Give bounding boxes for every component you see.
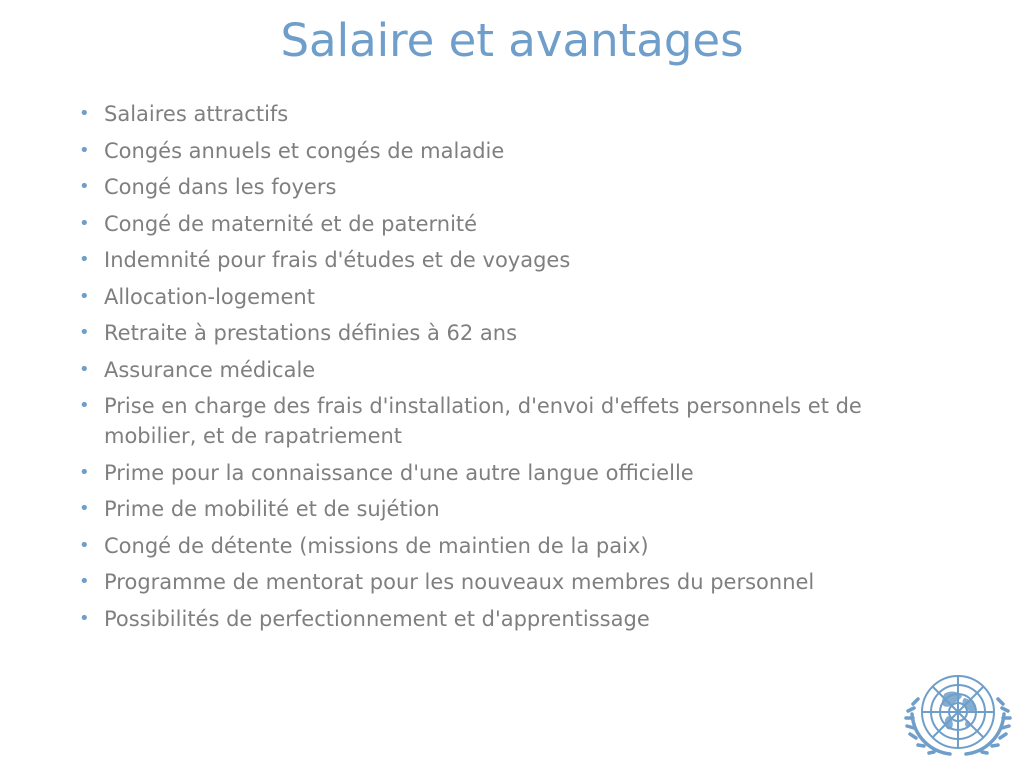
list-item-text: Congé de maternité et de paternité	[104, 211, 478, 236]
list-item	[78, 318, 958, 348]
list-item	[78, 391, 958, 451]
bullet-icon: •	[79, 322, 90, 343]
list-item	[78, 494, 958, 524]
list-item-text: Congé de détente (missions de maintien de la paix)	[104, 533, 649, 558]
list-item	[78, 355, 958, 385]
bullet-icon: •	[79, 285, 90, 307]
bullet-icon: •	[79, 395, 90, 416]
list-item	[78, 531, 958, 561]
bullet-icon: •	[79, 358, 90, 380]
list-item	[78, 458, 958, 488]
bullet-icon: •	[79, 498, 90, 519]
list-item-text: Allocation-logement	[104, 284, 315, 309]
benefits-list	[78, 99, 958, 640]
list-item	[78, 99, 958, 129]
list-item-text: Congés annuels et congés de maladie	[104, 138, 505, 163]
list-item	[78, 567, 958, 597]
list-item-text: Prise en charge des frais d'installation, d'envoi d'effets personnels et de mobilier, et de rapatriement	[104, 394, 862, 448]
list-item-text: Assurance médicale	[104, 357, 316, 382]
bullet-icon: •	[79, 103, 90, 124]
list-item-text: Prime pour la connaissance d'une autre langue officielle	[104, 460, 694, 485]
list-item	[78, 604, 958, 634]
bullet-icon: •	[79, 534, 90, 556]
list-item-text: Programme de mentorat pour les nouveaux membres du personnel	[104, 570, 815, 594]
bullet-icon: •	[79, 212, 90, 234]
list-item	[78, 245, 958, 275]
list-item-text: Possibilités de perfectionnement et d'apprentissage	[104, 606, 650, 631]
slide-title: Salaire et avantages	[280, 14, 744, 67]
un-emblem-icon	[904, 668, 1012, 760]
list-item	[78, 209, 958, 239]
bullet-icon: •	[79, 607, 90, 629]
bullet-icon: •	[79, 176, 90, 197]
list-item	[78, 136, 958, 166]
list-item	[78, 282, 958, 312]
bullet-icon: •	[79, 461, 90, 483]
bullet-icon: •	[79, 571, 90, 592]
list-item-text: Retraite à prestations définies à 62 ans	[104, 321, 518, 345]
list-item-text: Salaires attractifs	[104, 102, 289, 126]
bullet-icon: •	[79, 139, 90, 161]
globe	[922, 676, 994, 748]
list-item	[78, 172, 958, 202]
list-item-text: Indemnité pour frais d'études et de voyages	[104, 248, 571, 272]
list-item-text: Congé dans les foyers	[104, 175, 337, 199]
list-item-text: Prime de mobilité et de sujétion	[104, 497, 440, 521]
bullet-icon: •	[79, 249, 90, 270]
